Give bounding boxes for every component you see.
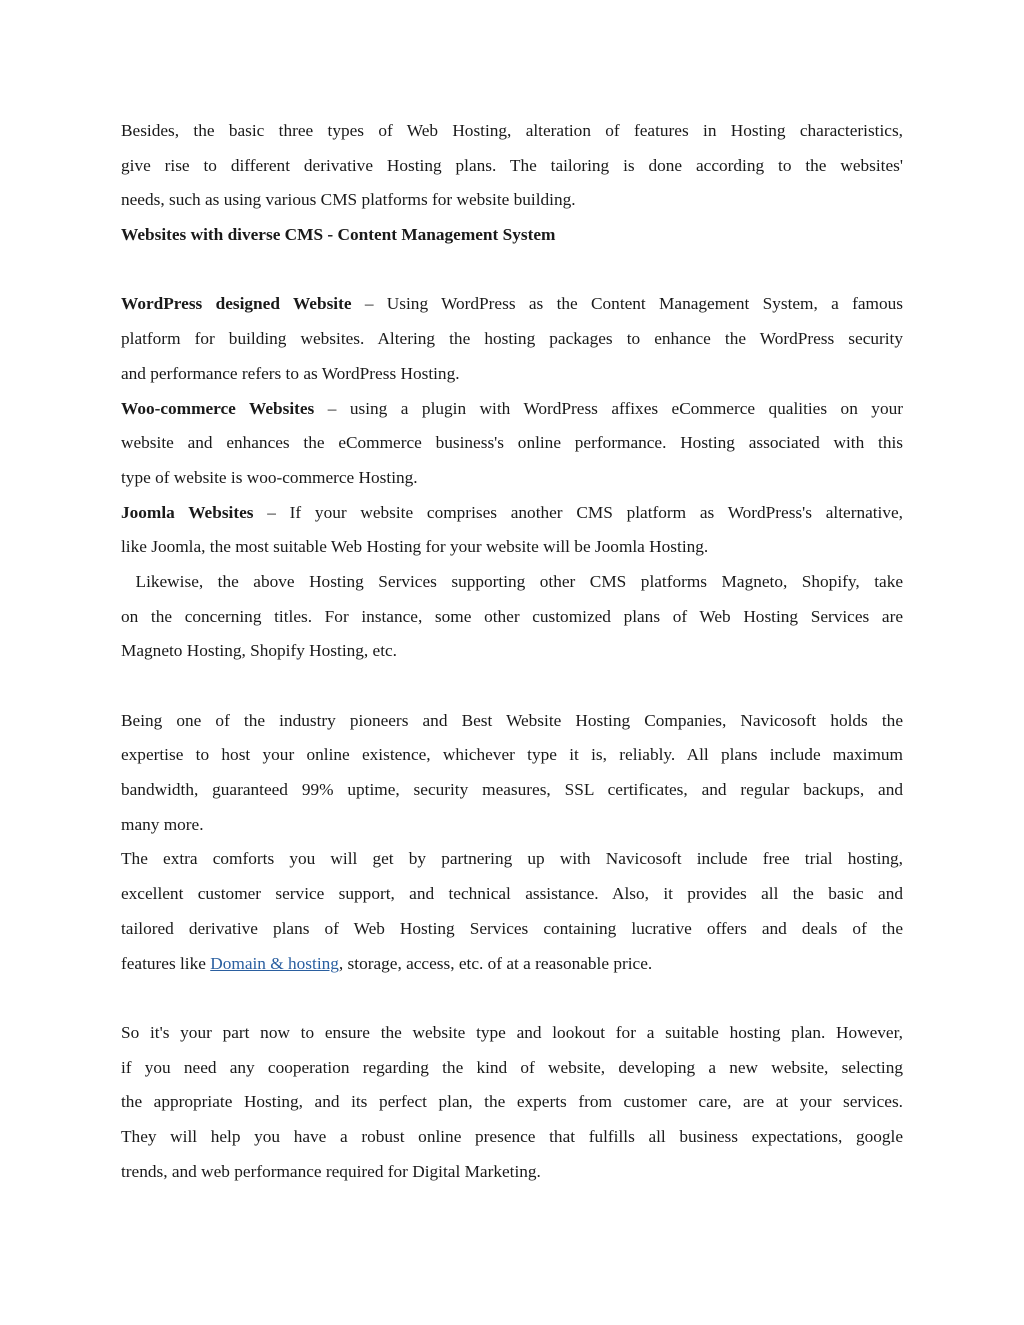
woocommerce-line (121, 392, 903, 427)
intro-line: give rise to different derivative Hosting plans. The tailoring is done according to the websites' (121, 155, 903, 175)
comforts-line (121, 947, 903, 982)
comforts-line: tailored derivative plans of Web Hosting Services containing lucrative offers and deals of the (121, 918, 903, 938)
comforts-line: The extra comforts you will get by partnering up with Navicosoft include free trial hosting, (121, 849, 903, 869)
woocommerce-line: type of website is woo-commerce Hosting. (121, 467, 418, 487)
wordpress-term: WordPress designed Website (121, 294, 352, 314)
comforts-prefix: features like (121, 953, 211, 973)
wordpress-line (121, 287, 903, 322)
joomla-text: – If your website comprises another CMS platform as WordPress's alternative, (253, 502, 903, 522)
wordpress-line: and performance refers to as WordPress Hosting. (121, 363, 460, 383)
closing-line: So it's your part now to ensure the website type and lookout for a suitable hosting plan. However, (121, 1022, 903, 1042)
comforts-line: excellent customer service support, and technical assistance. Also, it provides all the basic and (121, 884, 903, 904)
domain-hosting-link[interactable]: Domain & hosting (210, 953, 339, 973)
woocommerce-term: Woo-commerce Websites (121, 398, 315, 418)
section-heading (121, 218, 903, 253)
closing-line: trends, and web performance required for Digital Marketing. (121, 1161, 541, 1181)
likewise-line: on the concerning titles. For instance, some other customized plans of Web Hosting Services are (121, 606, 903, 626)
pioneers-line: expertise to host your online existence, whichever type it is, reliably. All plans include maximum (121, 745, 903, 765)
comforts-suffix: , storage, access, etc. of at a reasonable price. (338, 953, 653, 973)
likewise-line: Likewise, the above Hosting Services supporting other CMS platforms Magneto, Shopify, take (121, 571, 903, 591)
wordpress-text: – Using WordPress as the Content Management System, a famous (351, 294, 903, 314)
wordpress-line: platform for building websites. Altering the hosting packages to enhance the WordPress security (121, 329, 903, 349)
likewise-line: Magneto Hosting, Shopify Hosting, etc. (121, 641, 398, 661)
closing-line: the appropriate Hosting, and its perfect plan, the experts from customer care, are at your services. (121, 1092, 903, 1112)
joomla-line: like Joomla, the most suitable Web Hosting for your website will be Joomla Hosting. (121, 537, 709, 557)
closing-line: if you need any cooperation regarding the kind of website, developing a new website, selecting (121, 1057, 903, 1077)
joomla-line (121, 496, 903, 531)
pioneers-line: Being one of the industry pioneers and Best Website Hosting Companies, Navicosoft holds the (121, 710, 903, 730)
spacer (121, 669, 903, 704)
section-heading-text: Websites with diverse CMS - Content Management System (121, 225, 556, 245)
joomla-term: Joomla Websites (121, 502, 254, 522)
document-page (121, 114, 903, 1189)
woocommerce-line: website and enhances the eCommerce business's online performance. Hosting associated with this (121, 433, 903, 453)
spacer (121, 253, 903, 288)
closing-line: They will help you have a robust online presence that fulfills all business expectations, google (121, 1126, 903, 1146)
pioneers-line: bandwidth, guaranteed 99% uptime, security measures, SSL certificates, and regular backups, and (121, 780, 903, 800)
intro-line: needs, such as using various CMS platforms for website building. (121, 190, 576, 210)
intro-line: Besides, the basic three types of Web Hosting, alteration of features in Hosting characteristics, (121, 121, 903, 140)
woocommerce-text: – using a plugin with WordPress affixes eCommerce qualities on your (314, 398, 903, 418)
pioneers-line: many more. (121, 814, 204, 834)
spacer (121, 981, 903, 1016)
